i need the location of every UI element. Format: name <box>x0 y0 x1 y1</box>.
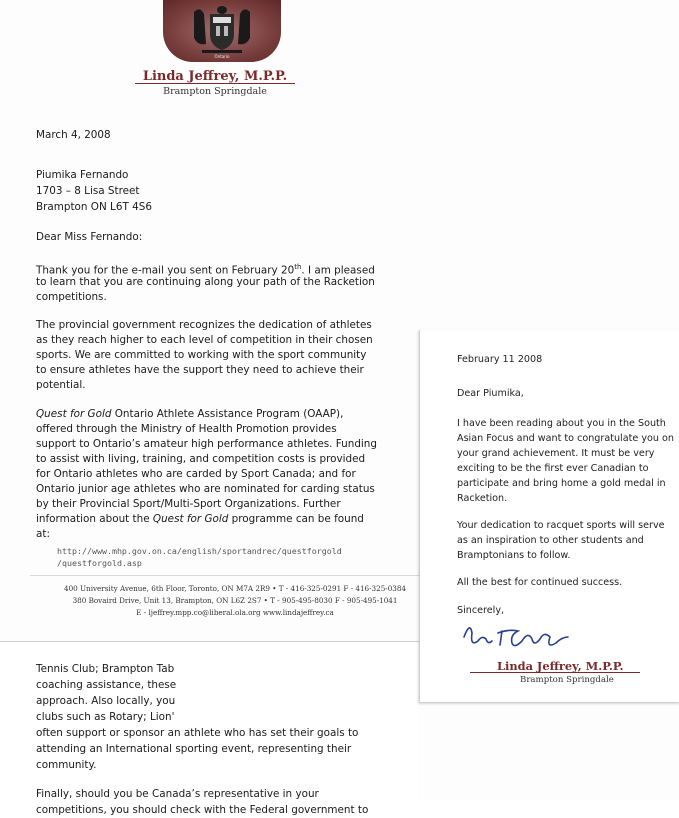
note-p1-line5: participate and bring home a gold medal in <box>457 478 666 489</box>
note-p2-line3: Bramptonians to follow. <box>457 550 571 561</box>
letterhead-riding: Brampton Springdale <box>163 86 267 97</box>
footer-divider <box>30 575 420 576</box>
page2-line7: community. <box>36 759 97 771</box>
letter-p3-line1 <box>36 407 343 422</box>
note-p1-line3: your grand achievement. It must be very <box>457 448 655 459</box>
recipient-street: 1703 – 8 Lisa Street <box>36 185 140 197</box>
p1-superscript: th <box>294 263 302 271</box>
note-p1-line2: Asian Focus and want to congratulate you on <box>457 433 674 444</box>
letter-salutation: Dear Miss Fernando: <box>36 231 143 243</box>
second-page-fragment <box>0 641 419 816</box>
footer-contact: E - ljeffrey.mpp.co@liberal.ola.org www.lindajeffrey.ca <box>136 608 334 617</box>
p1-text-a: Thank you for the e-mail you sent on February 20 <box>36 264 295 277</box>
note-p2-line1: Your dedication to racquet sports will serve <box>457 520 665 531</box>
letter-p3-line2: offered through the Ministry of Health Promotion provides <box>36 423 337 435</box>
note-p1-line1: I have been reading about you in the South <box>457 418 666 429</box>
page2-line3: approach. Also locally, you <box>36 695 176 707</box>
letter-p2-line1: The provincial government recognizes the dedication of athletes <box>36 319 372 331</box>
letter-p1-line3: competitions. <box>36 291 107 303</box>
page2-line9: competitions, you should check with the Federal government to <box>36 804 369 816</box>
letter-p3-line5: for Ontario athletes who are carded by Sport Canada; and for <box>36 468 356 480</box>
quest-for-gold-title: Quest for Gold <box>36 408 112 420</box>
note-p1-line4: exciting to be the first ever Canadian to <box>457 463 649 474</box>
quest-for-gold-link-cont[interactable]: /questforgold.asp <box>57 558 142 568</box>
note-closing: Sincerely, <box>457 605 505 616</box>
note-sender-divider <box>470 672 640 673</box>
recipient-city: Brampton ON L6T 4S6 <box>36 201 152 213</box>
letter-p3-line9: at: <box>36 528 50 540</box>
ontario-crest-icon <box>180 2 264 60</box>
note-date: February 11 2008 <box>457 354 543 365</box>
page2-line8: Finally, should you be Canada’s representative in your <box>36 788 319 800</box>
page2-line1: Tennis Club; Brampton Tab <box>36 663 175 675</box>
page2-line6: attending an International sporting event, representing their <box>36 743 352 755</box>
signature-icon <box>460 615 580 655</box>
letter-p3-line6: Ontario junior age athletes who are nominated for carding status <box>36 483 375 495</box>
letterhead-divider <box>135 83 295 84</box>
letter-p3-line4: to assist with living, training, and competition costs is provided <box>36 453 366 465</box>
note-p1-line6: Racketion. <box>457 493 508 504</box>
letter-p2-line5: potential. <box>36 379 86 391</box>
footer-brampton-address: 380 Bovaird Drive, Unit 13, Brampton, ON L6Z 2S7 • T - 905-495-8030 F - 905-495-1041 <box>72 596 398 605</box>
quest-for-gold-title-2: Quest for Gold <box>152 513 229 525</box>
letter-p3-line8 <box>36 512 364 527</box>
letter-p2-line4: to ensure athletes have the support they need to achieve their <box>36 364 364 376</box>
quest-for-gold-link[interactable]: http://www.mhp.gov.on.ca/english/sportandrec/questforgold <box>57 546 342 556</box>
page2-line4: clubs such as Rotary; Lion' <box>36 711 175 723</box>
letter-p2-line2: as they reach higher to each level of competition in their chosen <box>36 334 373 346</box>
letter-p2-line3: sports. We are committed to working with the sport community <box>36 349 367 361</box>
note-sender-name: Linda Jeffrey, M.P.P. <box>497 659 624 673</box>
letterhead-sender-name: Linda Jeffrey, M.P.P. <box>142 69 288 84</box>
letter-p3-line3: support to Ontario’s amateur high performance athletes. Funding <box>36 438 377 450</box>
page2-line5: often support or sponsor an athlete who has set their goals to <box>36 727 359 739</box>
recipient-name: Piumika Fernando <box>36 169 129 181</box>
note-sender-riding: Brampton Springdale <box>520 675 614 685</box>
p3-line1-rest: Ontario Athlete Assistance Program (OAAP), <box>111 408 344 420</box>
letter-p3-line7: by their Provincial Sport/Multi-Sport Organizations. Further <box>36 498 341 510</box>
letter-date: March 4, 2008 <box>36 129 111 141</box>
page2-line2: coaching assistance, these <box>36 679 177 691</box>
note-salutation: Dear Piumika, <box>457 388 524 399</box>
note-p3: All the best for continued success. <box>457 577 623 588</box>
p3-line8-a: information about the <box>36 513 153 525</box>
note-p2-line2: as an inspiration to other students and <box>457 535 644 546</box>
p1-text-b: . I am pleased <box>301 264 375 277</box>
crest-label: Ontario <box>214 54 230 59</box>
p3-line8-b: programme can be found <box>228 513 364 525</box>
letter-p1-line2: to learn that you are continuing along your path of the Racketion <box>36 276 375 288</box>
footer-toronto-address: 400 University Avenue, 6th Floor, Toronto, ON M7A 2R9 • T - 416-325-0291 F - 416-325-0384 <box>64 584 406 593</box>
